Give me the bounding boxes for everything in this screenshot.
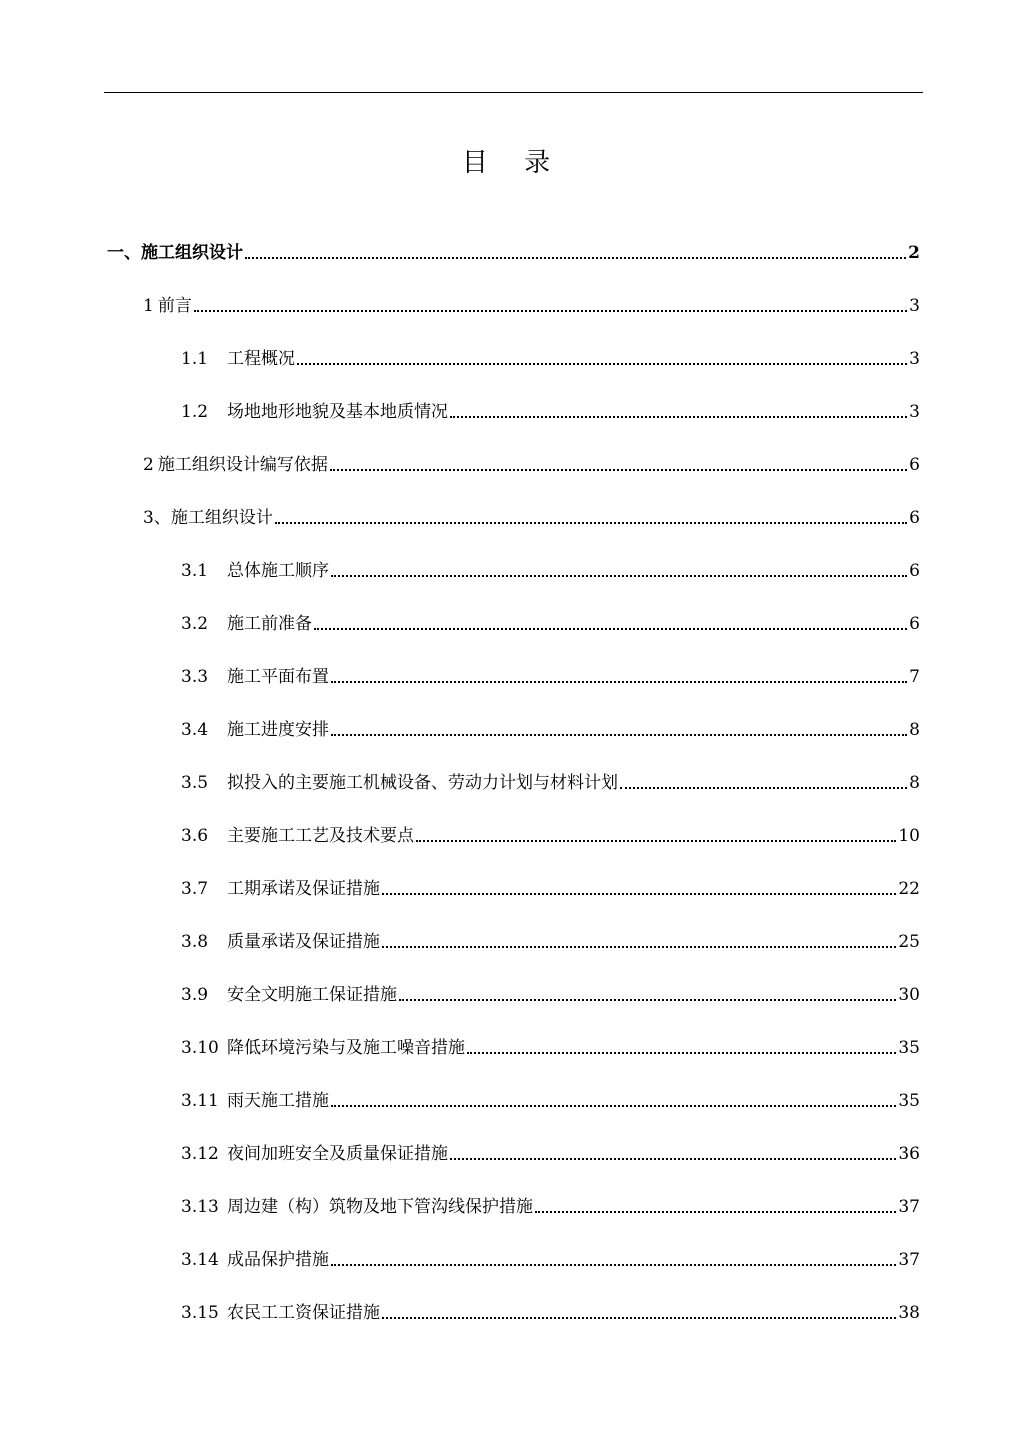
toc-dot-leader: [450, 416, 907, 418]
toc-entry[interactable]: [143, 450, 920, 476]
toc-page-number: 36: [898, 1144, 920, 1164]
toc-dot-leader: [245, 257, 906, 259]
toc-entry[interactable]: [181, 1139, 920, 1165]
toc-dot-leader: [467, 1052, 896, 1054]
toc-entry-number: 3.4: [181, 720, 209, 740]
toc-dot-leader: [620, 787, 907, 789]
toc-dot-leader: [416, 840, 896, 842]
toc-entry-title: 3、施工组织设计: [143, 508, 273, 528]
toc-entry-number: 3.10: [181, 1038, 219, 1058]
toc-entry-number: 3.9: [181, 985, 209, 1005]
toc-entry[interactable]: [143, 291, 920, 317]
toc-entry[interactable]: [181, 927, 920, 953]
toc-dot-leader: [399, 999, 896, 1001]
toc-page-number: 7: [909, 667, 920, 687]
toc-page-number: 37: [898, 1197, 920, 1217]
toc-entry-title: 夜间加班安全及质量保证措施: [227, 1144, 448, 1164]
toc-entry-number: 3.6: [181, 826, 209, 846]
toc-entry-title: 施工进度安排: [227, 720, 329, 740]
toc-entry-title: 施工组织设计编写依据: [157, 455, 328, 475]
toc-entry-title: 总体施工顺序: [227, 561, 329, 581]
toc-entry-number: 3.15: [181, 1303, 219, 1323]
toc-entry-title: 降低环境污染与及施工噪音措施: [227, 1038, 465, 1058]
toc-entry-number: 3.1: [181, 561, 209, 581]
toc-page-number: 8: [909, 773, 920, 793]
toc-entry-number: 3.2: [181, 614, 209, 634]
toc-dot-leader: [275, 522, 907, 524]
toc-entry-title: 拟投入的主要施工机械设备、劳动力计划与材料计划: [227, 773, 618, 793]
toc-entry-title: 主要施工工艺及技术要点: [227, 826, 414, 846]
toc-page-number: 3: [909, 296, 920, 316]
toc-entry[interactable]: [143, 503, 920, 529]
toc-dot-leader: [382, 946, 896, 948]
toc-dot-leader: [450, 1158, 896, 1160]
toc-entry-number: 3.3: [181, 667, 209, 687]
toc-page-number: 6: [909, 455, 920, 475]
toc-page-number: 22: [898, 879, 920, 899]
toc-entry-title: 场地地形地貌及基本地质情况: [227, 402, 448, 422]
toc-entry[interactable]: [181, 1298, 920, 1324]
toc-entry-title: 施工前准备: [227, 614, 312, 634]
toc-entry[interactable]: [107, 238, 920, 264]
toc-page-number: 3: [909, 349, 920, 369]
toc-entry-number: 1.1: [181, 349, 209, 369]
toc-entry[interactable]: [181, 344, 920, 370]
toc-page-number: 35: [898, 1091, 920, 1111]
toc-page-number: 10: [898, 826, 920, 846]
toc-page-number: 2: [908, 243, 920, 263]
toc-entry[interactable]: [181, 874, 920, 900]
toc-page-number: 8: [909, 720, 920, 740]
toc-entry-number: 3.13: [181, 1197, 219, 1217]
toc-dot-leader: [331, 1264, 896, 1266]
toc-page-number: 3: [909, 402, 920, 422]
toc-entry[interactable]: [181, 1192, 920, 1218]
toc-entry[interactable]: [181, 715, 920, 741]
toc-dot-leader: [331, 734, 907, 736]
toc-entry-title: 安全文明施工保证措施: [227, 985, 397, 1005]
toc-dot-leader: [194, 310, 907, 312]
toc-entry-number: 3.5: [181, 773, 209, 793]
toc-entry[interactable]: [181, 662, 920, 688]
toc-entry-title: 质量承诺及保证措施: [227, 932, 380, 952]
toc-entry[interactable]: [181, 556, 920, 582]
toc-dot-leader: [314, 628, 907, 630]
toc-entry[interactable]: [181, 1245, 920, 1271]
toc-entry-title: 成品保护措施: [227, 1250, 329, 1270]
toc-entry[interactable]: [181, 1086, 920, 1112]
toc-entry-number: 2: [143, 455, 154, 475]
toc-page-number: 25: [898, 932, 920, 952]
toc-entry[interactable]: [181, 980, 920, 1006]
toc-entry-title: 周边建（构）筑物及地下管沟线保护措施: [227, 1197, 533, 1217]
toc-entry-number: 3.11: [181, 1091, 219, 1111]
toc-entry-title: 农民工工资保证措施: [227, 1303, 380, 1323]
toc-entry[interactable]: [181, 1033, 920, 1059]
toc-entry-number: 3.7: [181, 879, 209, 899]
toc-page-number: 6: [909, 561, 920, 581]
toc-entry-title: 一、施工组织设计: [107, 243, 243, 263]
toc-dot-leader: [382, 893, 896, 895]
toc-entry-number: 1.2: [181, 402, 209, 422]
toc-entry-title: 工程概况: [227, 349, 295, 369]
toc-dot-leader: [331, 575, 907, 577]
toc-dot-leader: [535, 1211, 896, 1213]
toc-dot-leader: [382, 1317, 896, 1319]
toc-page-number: 38: [898, 1303, 920, 1323]
toc-entry-title: 工期承诺及保证措施: [227, 879, 380, 899]
toc-entry-number: 3.12: [181, 1144, 219, 1164]
toc-entry-number: 1: [143, 296, 154, 316]
toc-entry[interactable]: [181, 821, 920, 847]
toc-entry[interactable]: [181, 397, 920, 423]
toc-page-number: 37: [898, 1250, 920, 1270]
toc-dot-leader: [330, 469, 907, 471]
page-title: 目 录: [461, 148, 565, 178]
toc-page-number: 6: [909, 508, 920, 528]
toc-entry-title: 前言: [157, 296, 192, 316]
toc-dot-leader: [331, 681, 907, 683]
toc-entry-number: 3.8: [181, 932, 209, 952]
toc-page-number: 30: [898, 985, 920, 1005]
toc-entry-number: 3.14: [181, 1250, 219, 1270]
toc-entry[interactable]: [181, 609, 920, 635]
toc-page-number: 6: [909, 614, 920, 634]
toc-page-number: 35: [898, 1038, 920, 1058]
toc-entry-title: 雨天施工措施: [227, 1091, 329, 1111]
toc-dot-leader: [297, 363, 907, 365]
toc-entry-title: 施工平面布置: [227, 667, 329, 687]
toc-entry[interactable]: [181, 768, 920, 794]
toc-dot-leader: [331, 1105, 896, 1107]
